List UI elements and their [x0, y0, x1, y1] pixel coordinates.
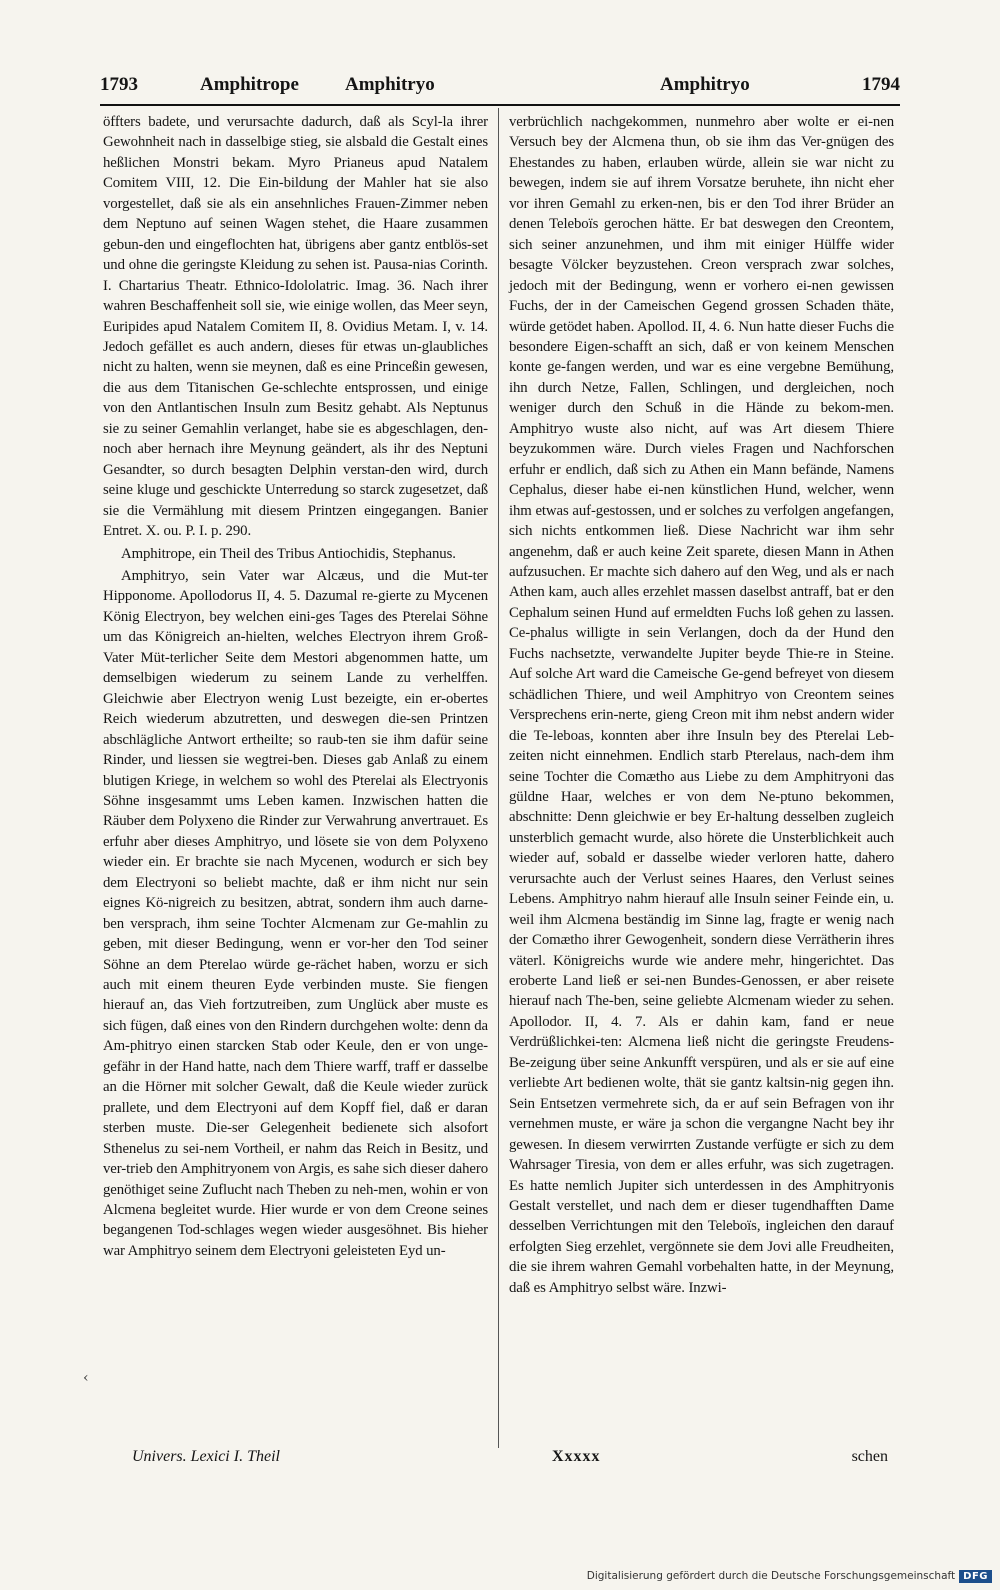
margin-mark: ‹: [83, 1370, 89, 1386]
digitization-credit: [587, 1566, 992, 1586]
dfg-logo: DFG: [959, 1570, 992, 1583]
left-headword-first: Amphitrope: [200, 74, 299, 95]
footer-volume-title: Univers. Lexici I. Theil: [132, 1448, 280, 1465]
right-column: [509, 112, 894, 1300]
right-page-number: 1794: [862, 74, 900, 95]
page-footer: [100, 1448, 900, 1476]
entry-scylla-continuation: öffters badete, und verursachte dadurch, daß als Scyl-la ihrer Gewohnheit nach in dasselbige stieg, sie alsbald die Gestalt eines heßlichen Monstri bekam. Myro Prianeus apud Natalem Comitem VIII, 12. Die Ein-bildung der Mahler hat sie also vorgestellet, daß sie als ein ansehnliches Frauen-Zimmer neben dem Neptuno auf seinen Wagen stehet, die Haare zusammen gebun-den und eingeflochten hat, übrigens aber gantz entblös-set und ohne die geringste Kleidung zu sehen ist. Pausa-nias Corinth. I. Chartarius Theatr. Ethnico-Idololatric. Imag. 36. Nach ihrer wahren Beschaffenheit soll sie, wie einige wollen, das Meer seyn, Euripides apud Natalem Comitem II, 8. Ovidius Metam. I, v. 14. Jedoch gefället es auch andern, dieses für etwas un-glaubliches nicht zu halten, wenn sie meynen, daß es eine Princeßin gewesen, die aus dem Titanischen Ge-schlechte entsprossen, und einige von den Antlantischen Insuln zum Besitz gehabt. Als Neptunus sie zu seiner Gemahlin verlanget, habe sie es abgeschlagen, den-noch aber hernach ihre Meynung geändert, als ihr des Neptuni Gesandter, so durch besagten Delphin verstan-den wird, durch seine kluge und geschickte Unterredung so starck zugesetzet, daß sie die Vermählung mit diesem Printzen eingegangen. Banier Entret. X. ou. P. I. p. 290.: [103, 114, 488, 540]
left-page-number: 1793: [100, 74, 138, 95]
page-header: [100, 74, 900, 104]
right-headword: Amphitryo: [660, 74, 750, 95]
left-column: [103, 112, 488, 1263]
entry-amphitryo-continuation: verbrüchlich nachgekommen, nunmehro aber wolte er ei-nen Versuch bey der Alcmena thun, ob sie ihm das Ver-gnügen des Ehestandes zu haben, erlauben würde, allein sie war nicht zu bewegen, indem sie auf ihrem Vorsatze beruhete, ihn nicht eher vor ihren Gemahl zu erken-nen, bis er den Tod ihrer Brüder an denen Teleboïs gerochen hätte. Er bat deswegen den Creontem, sich seiner anzunehmen, und ihm mit einiger Hülffe wider besagte Völcker beyzustehen. Creon versprach zwar solches, jedoch mit der Bedingung, wenn er vorhero ei-nen gewissen Fuchs, der in der Cameischen Gegend grossen Schaden thäte, würde getödet haben. Apollod. II, 4. 6. Nun hatte dieser Fuchs die besondere Eigen-schafft an sich, daß er von keinem Menschen konte ge-fangen werden, und war es eine vergebne Bemühung, ihn durch Netze, Fallen, Schlingen, und dergleichen, noch weniger durch den Schuß in die Hände zu bekom-men. Amphitryo wuste also nicht, auf was Art diesem Thiere beyzukommen wäre. Durch vieles Fragen und Nachforschen erfuhr er endlich, daß sich zu Athen ein Mann befände, Namens Cephalus, dieser habe ei-nen künstlichen Hund, welcher, wenn ihm etwas auf-gestossen, und er solches zu verfolgen angefangen, sich nichts entkommen ließ. Diese Nachricht war ihm sehr angenehm, daß er auch keine Zeit sparete, diesen Mann in Athen aufzusuchen. Er machte sich dahero auf den Weg, und als er nach Athen kam, auch alles erzehlet massen daselbst antraff, bat er den Cephalum seinen Hund auf ermeldten Fuchs loß gehen zu lassen. Ce-phalus willigte in sein Verlangen, doch da der Hund den Fuchs nachsetzte, verwandelte Jupiter beyde Thie-re in Steine. Auf solche Art ward die Cameische Ge-gend befreyet von diesem schädlichen Thiere, und weil Amphitryo von Creontem seines Versprechens erin-nerte, gieng Creon mit ihm nebst andern wider die Te-leboas, konnten aber ihre Insuln bey des Pterelai Leb-zeiten nicht einnehmen. Endlich starb Pterelaus, nach-dem ihm seine Tochter die Comætho aus Liebe zu dem Amphitryoni das güldne Haar, welches er von dem Ne-ptuno bekommen, abschnitte: Denn gleichwie er bey Er-haltung desselben zugleich unsterblich gemacht wurde, also hörete die Unsterblichkeit auch wieder auf, sobald er dasselbe wieder verloren hatte, dahero verursachte auch der Verlust seines Haares, den Verlust seines Lebens. Amphitryo nahm hierauf alle Insuln seiner Feinde ein, u. weil ihm Alcmena beständig im Sinne lag, fragte er wenig nach der Comætho ihrer Gewogenheit, sondern diese Verrätherin ihres väterl. Königreichs wurde wie andere mehr, hingerichtet. Das eroberte Land ließ er sei-nen Bundes-Genossen, er aber reisete hierauf nach The-ben, seine geliebte Alcmenam wieder zu sehen. Apollodor. II, 4. 7. Als er dahin kam, fand er neue Verdrüßlichkei-ten: Alcmena ließ nicht die geringste Freudens-Be-zeigung über seine Ankunfft verspüren, und als er sie auf eine verliebte Art bedienen wolte, thät sie gantz kaltsin-nig gegen ihn. Sein Entsetzen vermehrete sich, da er auf sein Befragen von ihr vernehmen muste, er wäre ja schon die vergangne Nacht bey ihr gewesen. In diesem verwirrten Zustande verfügte er sich zu dem Wahrsager Tiresia, von dem er alles erfuhr, was sich zugetragen. Es hatte nemlich Jupiter sich unterdessen in des Amphitryonis Gestalt verstellet, und nach dem er dieser tugendhafften Dame desselben Verrichtungen mit den Teleboïs, ingleichen den darauf erfolgten Sieg erzehlet, vergönnete sie dem Jovi alle Freudheiten, die sie ihrem wahren Gemahl vorbehalten hatte, in der Meynung, daß es Amphitryo selbst wäre. Inzwi-: [509, 114, 894, 1296]
entry-amphitryo: Amphitryo, sein Vater war Alcæus, und die Mut-ter Hipponome. Apollodorus II, 4. 5. Dazumal re-gierte zu Mycenen König Electryon, bey welchen eini-ges Tages des Pterelai Söhne um das Königreich an-hielten, welches Electryon ihrem Groß-Vater Müt-terlicher Seite dem Mestori abgenommen hatte, um demselbigen wiederum zu seinem Lande zu verhelffen. Gleichwie aber Electryon wenig Lust bezeigte, ein er-obertes Reich wiederum abzutretten, und deswegen die-sen Printzen abschlägliche Antwort ertheilte; so raub-ten sie ihm dafür seine Rinder, und liessen sie wegtrei-ben. Dieses gab Anlaß zu einem blutigen Kriege, in welchem so wohl des Pterelai als Electryonis Söhne insgesammt ums Leben kamen. Inzwischen hatten die Räuber dem Polyxeno die Rinder zur Verwahrung anvertrauet. Es erfuhr aber dieses Amphitryo, und lösete sie von dem Polyxeno wieder ein. Er brachte sie nach Mycenen, wodurch er sich bey dem Electryoni so beliebt machte, daß er ihm nicht nur sein eignes Kö-nigreich zu besitzen, abtrat, sondern ihm auch darne-ben versprach, ihm seine Tochter Alcmenam zur Ge-mahlin zu geben, mit dieser Bedingung, wenn er vor-her den Tod seiner Söhne an dem Pterelao würde ge-rächet haben, worzu er sich auch mit einem theuren Eyde verbinden muste. Sie fiengen hierauf an, das Vieh fortzutreiben, zum Unglück aber muste es sich fügen, daß eines von den Rindern durchgehen wolte: denn da Am-phitryo einen starcken Stab oder Keule, den er von unge-gefähr in der Hand hatte, nach dem Thiere warff, traff er dasselbe an die Hörner mit solcher Gewalt, daß die Keule wieder zurück prallete, und dem Electryoni auf dem Kopff fiel, daß er daran sterben muste. Die-ser Gelegenheit bedienete sich alsofort Sthenelus zu sei-nem Vortheil, er nahm das Reich in Besitz, und ver-trieb den Amphitryonem von Argis, es sahe sich dieser dahero genöthiget seine Zuflucht nach Theben zu neh-men, wohin er von Alcmena begleitet wurde. Hier wurde er von dem Creone seines begangenen Tod-schlages wegen wieder ausgesöhnet. Bis hieher war Amphitryo seinem dem Electryoni geleisteten Eyd un-: [103, 567, 488, 1259]
header-rule: [100, 104, 900, 106]
footer-catchword: schen: [851, 1448, 888, 1465]
left-headword-second: Amphitryo: [345, 74, 435, 95]
entry-amphitrope: Amphitrope, ein Theil des Tribus Antiochidis, Stephanus.: [121, 545, 456, 562]
credit-text: Digitalisierung gefördert durch die Deutsche Forschungsgemeinschaft: [586, 1570, 956, 1582]
footer-signature-mark: Xxxxx: [552, 1448, 601, 1465]
column-divider: [498, 108, 499, 1448]
